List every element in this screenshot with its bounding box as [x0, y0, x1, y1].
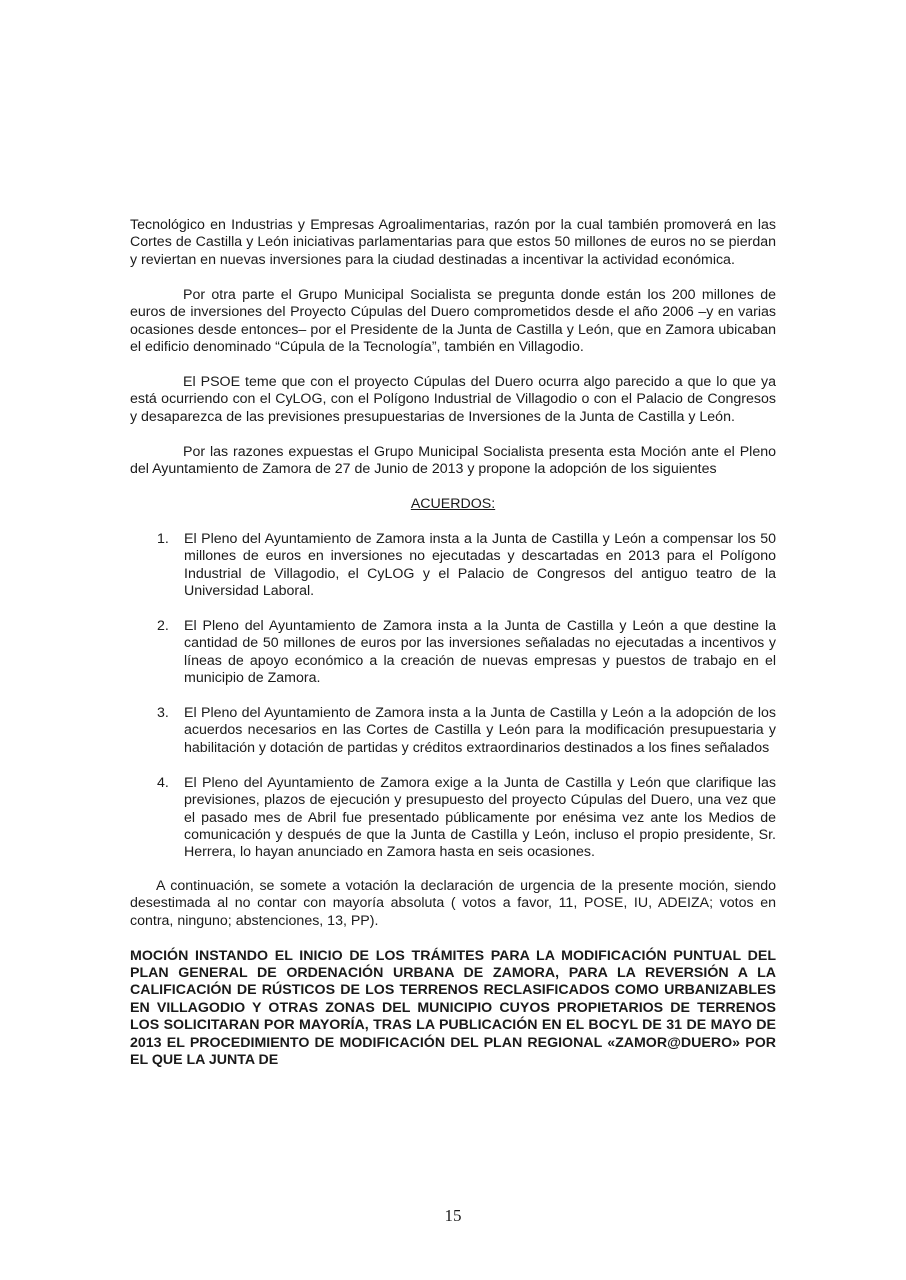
- agreement-number: 1.: [157, 530, 169, 547]
- agreements-list: [130, 531, 776, 862]
- agreement-text: El Pleno del Ayuntamiento de Zamora insta a la Junta de Castilla y León a compensar los 50 millones de euros en inversiones no ejecutadas y descartadas en 2013 para el Polígono Industrial de Villagodio, el CyLOG y el Palacio de Congresos del antiguo teatro de la Universidad Laboral.: [184, 530, 776, 599]
- document-body: [130, 217, 776, 1069]
- paragraph-cupulas-investments: Por otra parte el Grupo Municipal Socialista se pregunta donde están los 200 millones de euros de inversiones del Proyecto Cúpulas del Duero comprometidos desde el año 2006 –y en varias ocasiones desde entonces– por el Presidente de la Junta de Castilla y León, que en Zamora ubicaban el edificio denominado “Cúpula de la Tecnología”, también en Villagodio.: [130, 286, 776, 355]
- paragraph-psoe-concern: El PSOE teme que con el proyecto Cúpulas del Duero ocurra algo parecido a que lo que ya está ocurriendo con el CyLOG, con el Polígono Industrial de Villagodio o con el Palacio de Congresos y desaparezca de las previsiones presupuestarias de Inversiones de la Junta de Castilla y León.: [130, 373, 776, 425]
- agreement-item: [130, 775, 776, 862]
- paragraph-motion-presentation: Por las razones expuestas el Grupo Municipal Socialista presenta esta Moción ante el Pleno del Ayuntamiento de Zamora de 27 de Junio de 2013 y propone la adopción de los siguientes: [130, 443, 776, 477]
- agreement-item: [130, 618, 776, 688]
- agreement-item: [130, 531, 776, 601]
- vote-result-paragraph: A continuación, se somete a votación la declaración de urgencia de la presente moción, siendo desestimada al no contar con mayoría absoluta ( votos a favor, 11, POSE, IU, ADEIZA; votos en contra, ninguno; abstenciones, 13, PP).: [130, 877, 776, 929]
- agreements-heading: ACUERDOS:: [410, 495, 496, 512]
- page-number: 15: [444, 1206, 462, 1225]
- agreement-number: 4.: [157, 774, 169, 791]
- motion-title: MOCIÓN INSTANDO EL INICIO DE LOS TRÁMITES PARA LA MODIFICACIÓN PUNTUAL DEL PLAN GENERAL DE ORDENACIÓN URBANA DE ZAMORA, PARA LA REVERSIÓN A LA CALIFICACIÓN DE RÚSTICOS DE LOS TERRENOS RECLASIFICADOS COMO URBANIZABLES EN VILLAGODIO Y OTRAS ZONAS DEL MUNICIPIO CUYOS PROPIETARIOS DE TERRENOS LOS SOLICITARAN POR MAYORÍA, TRAS LA PUBLICACIÓN EN EL BOCYL DE 31 DE MAYO DE 2013 EL PROCEDIMIENTO DE MODIFICACIÓN DEL PLAN REGIONAL «ZAMOR@DUERO» POR EL QUE LA JUNTA DE: [130, 947, 776, 1068]
- agreement-text: El Pleno del Ayuntamiento de Zamora exige a la Junta de Castilla y León que clarifique las previsiones, plazos de ejecución y presupuesto del proyecto Cúpulas del Duero, una vez que el pasado mes de Abril fue presentado públicamente por enésima vez ante los Medios de comunicación y después de que la Junta de Castilla y León, incluso el propio presidente, Sr. Herrera, lo hayan anunciado en Zamora hasta en seis ocasiones.: [184, 774, 776, 861]
- agreement-text: El Pleno del Ayuntamiento de Zamora insta a la Junta de Castilla y León a que destine la cantidad de 50 millones de euros por las inversiones señaladas no ejecutadas a incentivos y líneas de apoyo económico a la creación de nuevas empresas y puestos de trabajo en el municipio de Zamora.: [184, 617, 776, 687]
- agreement-number: 2.: [157, 617, 169, 634]
- agreement-text: El Pleno del Ayuntamiento de Zamora insta a la Junta de Castilla y León a la adopción de los acuerdos necesarios en las Cortes de Castilla y León para la modificación presupuestaria y habilitación y dotación de partidas y créditos extraordinarios destinados a los fines señalados: [184, 705, 776, 756]
- agreement-item: [130, 705, 776, 757]
- agreement-number: 3.: [157, 705, 169, 722]
- paragraph-continuation: Tecnológico en Industrias y Empresas Agroalimentarias, razón por la cual también promoverá en las Cortes de Castilla y León iniciativas parlamentarias para que estos 50 millones de euros no se pierdan y reviertan en nuevas inversiones para la ciudad destinadas a incentivar la actividad económica.: [130, 217, 776, 268]
